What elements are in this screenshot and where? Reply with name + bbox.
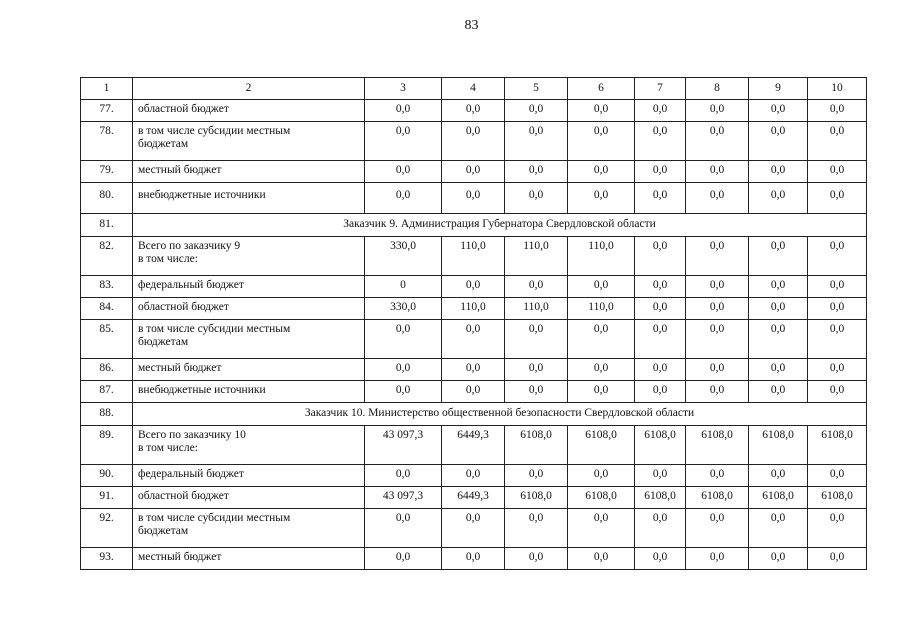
- value-cell: 0,0: [808, 276, 867, 298]
- value-cell: 0,0: [568, 509, 635, 548]
- row-label: [133, 183, 365, 214]
- row-label-line: в том числе субсидии местным: [138, 512, 291, 524]
- value-cell: 0,0: [686, 465, 749, 487]
- value-cell: 110,0: [505, 237, 568, 276]
- row-label: [133, 237, 365, 276]
- value-cell: 0,0: [749, 276, 808, 298]
- value-cell: 0,0: [808, 183, 867, 214]
- value-cell: 0,0: [442, 359, 505, 381]
- budget-table: [80, 77, 867, 570]
- value-cell: 0,0: [505, 320, 568, 359]
- row-label-line: в том числе:: [138, 442, 198, 454]
- value-cell: 110,0: [568, 237, 635, 276]
- value-cell: 6108,0: [568, 426, 635, 465]
- value-cell: 0,0: [505, 509, 568, 548]
- row-label-line: Всего по заказчику 9: [138, 240, 241, 252]
- row-label-line: внебюджетные источники: [138, 384, 266, 396]
- value-cell: 0,0: [635, 161, 686, 183]
- row-label-line: в том числе:: [138, 253, 198, 265]
- value-cell: 0,0: [505, 465, 568, 487]
- value-cell: 6108,0: [808, 426, 867, 465]
- table-row: [81, 122, 867, 161]
- value-cell: 0,0: [505, 100, 568, 122]
- value-cell: 0,0: [365, 100, 442, 122]
- table-row: [81, 548, 867, 570]
- value-cell: 0,0: [686, 359, 749, 381]
- value-cell: 0,0: [568, 320, 635, 359]
- value-cell: 0,0: [505, 381, 568, 403]
- row-label-line: областной бюджет: [138, 301, 229, 313]
- value-cell: 0,0: [442, 276, 505, 298]
- value-cell: 0,0: [635, 298, 686, 320]
- value-cell: 0,0: [505, 548, 568, 570]
- value-cell: 0,0: [635, 465, 686, 487]
- value-cell: 0,0: [635, 548, 686, 570]
- row-label-line: местный бюджет: [138, 362, 222, 374]
- row-number: 81.: [81, 214, 133, 237]
- row-label: [133, 100, 365, 122]
- value-cell: 0,0: [749, 359, 808, 381]
- value-cell: 0,0: [749, 465, 808, 487]
- value-cell: 6108,0: [568, 487, 635, 509]
- row-label-line: Всего по заказчику 10: [138, 429, 246, 441]
- value-cell: 0,0: [808, 100, 867, 122]
- value-cell: 43 097,3: [365, 426, 442, 465]
- value-cell: 0,0: [635, 359, 686, 381]
- value-cell: 0,0: [568, 161, 635, 183]
- budget-table-container: [80, 77, 866, 570]
- value-cell: 0,0: [365, 183, 442, 214]
- section-title: Заказчик 10. Министерство общественной безопасности Свердловской области: [133, 403, 867, 426]
- value-cell: 0,0: [568, 100, 635, 122]
- header-cell: 3: [365, 78, 442, 100]
- table-row: [81, 100, 867, 122]
- value-cell: 0,0: [808, 548, 867, 570]
- value-cell: 6108,0: [686, 487, 749, 509]
- value-cell: 0,0: [749, 100, 808, 122]
- row-number: 86.: [81, 359, 133, 381]
- value-cell: 0,0: [365, 359, 442, 381]
- value-cell: 0,0: [365, 320, 442, 359]
- value-cell: 0,0: [568, 381, 635, 403]
- row-label-line: в том числе субсидии местным: [138, 323, 291, 335]
- value-cell: 330,0: [365, 298, 442, 320]
- row-label-line: местный бюджет: [138, 551, 222, 563]
- row-label-line: областной бюджет: [138, 103, 229, 115]
- value-cell: 0,0: [635, 237, 686, 276]
- value-cell: 0,0: [749, 161, 808, 183]
- table-row: [81, 509, 867, 548]
- value-cell: 6108,0: [808, 487, 867, 509]
- value-cell: 0,0: [749, 122, 808, 161]
- header-row: [81, 78, 867, 100]
- row-label-line: областной бюджет: [138, 490, 229, 502]
- row-number: 82.: [81, 237, 133, 276]
- value-cell: 0,0: [686, 122, 749, 161]
- row-label: [133, 509, 365, 548]
- row-number: 89.: [81, 426, 133, 465]
- value-cell: 0,0: [808, 359, 867, 381]
- row-label: [133, 161, 365, 183]
- value-cell: 110,0: [505, 298, 568, 320]
- section-row: [81, 403, 867, 426]
- value-cell: 0,0: [442, 100, 505, 122]
- value-cell: 0,0: [365, 509, 442, 548]
- value-cell: 0,0: [749, 509, 808, 548]
- table-row: [81, 359, 867, 381]
- row-label-line: федеральный бюджет: [138, 468, 244, 480]
- table-row: [81, 276, 867, 298]
- row-number: 92.: [81, 509, 133, 548]
- row-label-line: федеральный бюджет: [138, 279, 244, 291]
- value-cell: 6108,0: [749, 487, 808, 509]
- table-row: [81, 465, 867, 487]
- value-cell: 0,0: [749, 298, 808, 320]
- row-number: 85.: [81, 320, 133, 359]
- row-label-line: бюджетам: [138, 138, 189, 150]
- value-cell: 0,0: [635, 381, 686, 403]
- header-cell: 6: [568, 78, 635, 100]
- value-cell: 0,0: [686, 100, 749, 122]
- row-number: 80.: [81, 183, 133, 214]
- header-cell: 10: [808, 78, 867, 100]
- row-label: [133, 426, 365, 465]
- header-cell: 9: [749, 78, 808, 100]
- value-cell: 0,0: [749, 381, 808, 403]
- header-cell: 8: [686, 78, 749, 100]
- value-cell: 0,0: [568, 276, 635, 298]
- value-cell: 0,0: [686, 298, 749, 320]
- value-cell: 0,0: [568, 465, 635, 487]
- row-number: 93.: [81, 548, 133, 570]
- value-cell: 0,0: [442, 381, 505, 403]
- row-label: [133, 381, 365, 403]
- value-cell: 0,0: [568, 122, 635, 161]
- value-cell: 0,0: [635, 183, 686, 214]
- row-label: [133, 359, 365, 381]
- value-cell: 0,0: [442, 509, 505, 548]
- value-cell: 6108,0: [505, 426, 568, 465]
- value-cell: 6449,3: [442, 487, 505, 509]
- value-cell: 0,0: [808, 298, 867, 320]
- value-cell: 0,0: [365, 161, 442, 183]
- row-label: [133, 122, 365, 161]
- value-cell: 0,0: [808, 509, 867, 548]
- row-label-line: бюджетам: [138, 336, 189, 348]
- table-row: [81, 487, 867, 509]
- value-cell: 0,0: [505, 122, 568, 161]
- value-cell: 0,0: [635, 509, 686, 548]
- value-cell: 43 097,3: [365, 487, 442, 509]
- row-label-line: бюджетам: [138, 525, 189, 537]
- row-label: [133, 465, 365, 487]
- header-cell: 7: [635, 78, 686, 100]
- table-body: [81, 78, 867, 570]
- value-cell: 110,0: [442, 298, 505, 320]
- table-row: [81, 298, 867, 320]
- value-cell: 0,0: [568, 359, 635, 381]
- table-row: [81, 381, 867, 403]
- value-cell: 6108,0: [686, 426, 749, 465]
- value-cell: 0,0: [749, 237, 808, 276]
- header-cell: 4: [442, 78, 505, 100]
- value-cell: 0,0: [442, 548, 505, 570]
- row-label: [133, 487, 365, 509]
- header-cell: 5: [505, 78, 568, 100]
- section-row: [81, 214, 867, 237]
- table-row: [81, 161, 867, 183]
- value-cell: 0,0: [808, 465, 867, 487]
- value-cell: 0,0: [365, 465, 442, 487]
- value-cell: 0,0: [808, 122, 867, 161]
- row-number: 77.: [81, 100, 133, 122]
- value-cell: 0,0: [808, 381, 867, 403]
- value-cell: 110,0: [568, 298, 635, 320]
- table-row: [81, 320, 867, 359]
- value-cell: 0,0: [568, 183, 635, 214]
- value-cell: 0,0: [505, 183, 568, 214]
- row-number: 88.: [81, 403, 133, 426]
- row-number: 84.: [81, 298, 133, 320]
- value-cell: 0,0: [686, 276, 749, 298]
- row-number: 91.: [81, 487, 133, 509]
- value-cell: 0,0: [749, 183, 808, 214]
- value-cell: 0: [365, 276, 442, 298]
- value-cell: 0,0: [365, 122, 442, 161]
- value-cell: 0,0: [635, 276, 686, 298]
- value-cell: 0,0: [365, 548, 442, 570]
- value-cell: 6108,0: [635, 487, 686, 509]
- section-title: Заказчик 9. Администрация Губернатора Свердловской области: [133, 214, 867, 237]
- value-cell: 0,0: [686, 237, 749, 276]
- value-cell: 6108,0: [505, 487, 568, 509]
- value-cell: 0,0: [505, 359, 568, 381]
- value-cell: 110,0: [442, 237, 505, 276]
- value-cell: 330,0: [365, 237, 442, 276]
- value-cell: 0,0: [442, 320, 505, 359]
- row-number: 78.: [81, 122, 133, 161]
- row-label: [133, 298, 365, 320]
- value-cell: 0,0: [686, 381, 749, 403]
- row-number: 87.: [81, 381, 133, 403]
- value-cell: 0,0: [505, 161, 568, 183]
- value-cell: 6108,0: [749, 426, 808, 465]
- value-cell: 0,0: [635, 320, 686, 359]
- value-cell: 0,0: [749, 548, 808, 570]
- value-cell: 0,0: [442, 465, 505, 487]
- row-label-line: местный бюджет: [138, 164, 222, 176]
- row-label: [133, 276, 365, 298]
- value-cell: 0,0: [365, 381, 442, 403]
- table-row: [81, 237, 867, 276]
- value-cell: 0,0: [808, 237, 867, 276]
- row-label-line: в том числе субсидии местным: [138, 125, 291, 137]
- row-number: 79.: [81, 161, 133, 183]
- value-cell: 0,0: [442, 161, 505, 183]
- row-number: 90.: [81, 465, 133, 487]
- value-cell: 0,0: [442, 183, 505, 214]
- header-cell: 2: [133, 78, 365, 100]
- value-cell: 0,0: [635, 100, 686, 122]
- row-label-line: внебюджетные источники: [138, 189, 266, 201]
- page-number: 83: [464, 18, 479, 33]
- row-number: 83.: [81, 276, 133, 298]
- value-cell: 0,0: [442, 122, 505, 161]
- value-cell: 0,0: [686, 161, 749, 183]
- value-cell: 6108,0: [635, 426, 686, 465]
- value-cell: 0,0: [749, 320, 808, 359]
- value-cell: 6449,3: [442, 426, 505, 465]
- value-cell: 0,0: [686, 320, 749, 359]
- row-label: [133, 548, 365, 570]
- value-cell: 0,0: [686, 548, 749, 570]
- header-cell: 1: [81, 78, 133, 100]
- row-label: [133, 320, 365, 359]
- value-cell: 0,0: [635, 122, 686, 161]
- value-cell: 0,0: [686, 183, 749, 214]
- value-cell: 0,0: [686, 509, 749, 548]
- value-cell: 0,0: [505, 276, 568, 298]
- table-row: [81, 426, 867, 465]
- value-cell: 0,0: [568, 548, 635, 570]
- value-cell: 0,0: [808, 320, 867, 359]
- value-cell: 0,0: [808, 161, 867, 183]
- table-row: [81, 183, 867, 214]
